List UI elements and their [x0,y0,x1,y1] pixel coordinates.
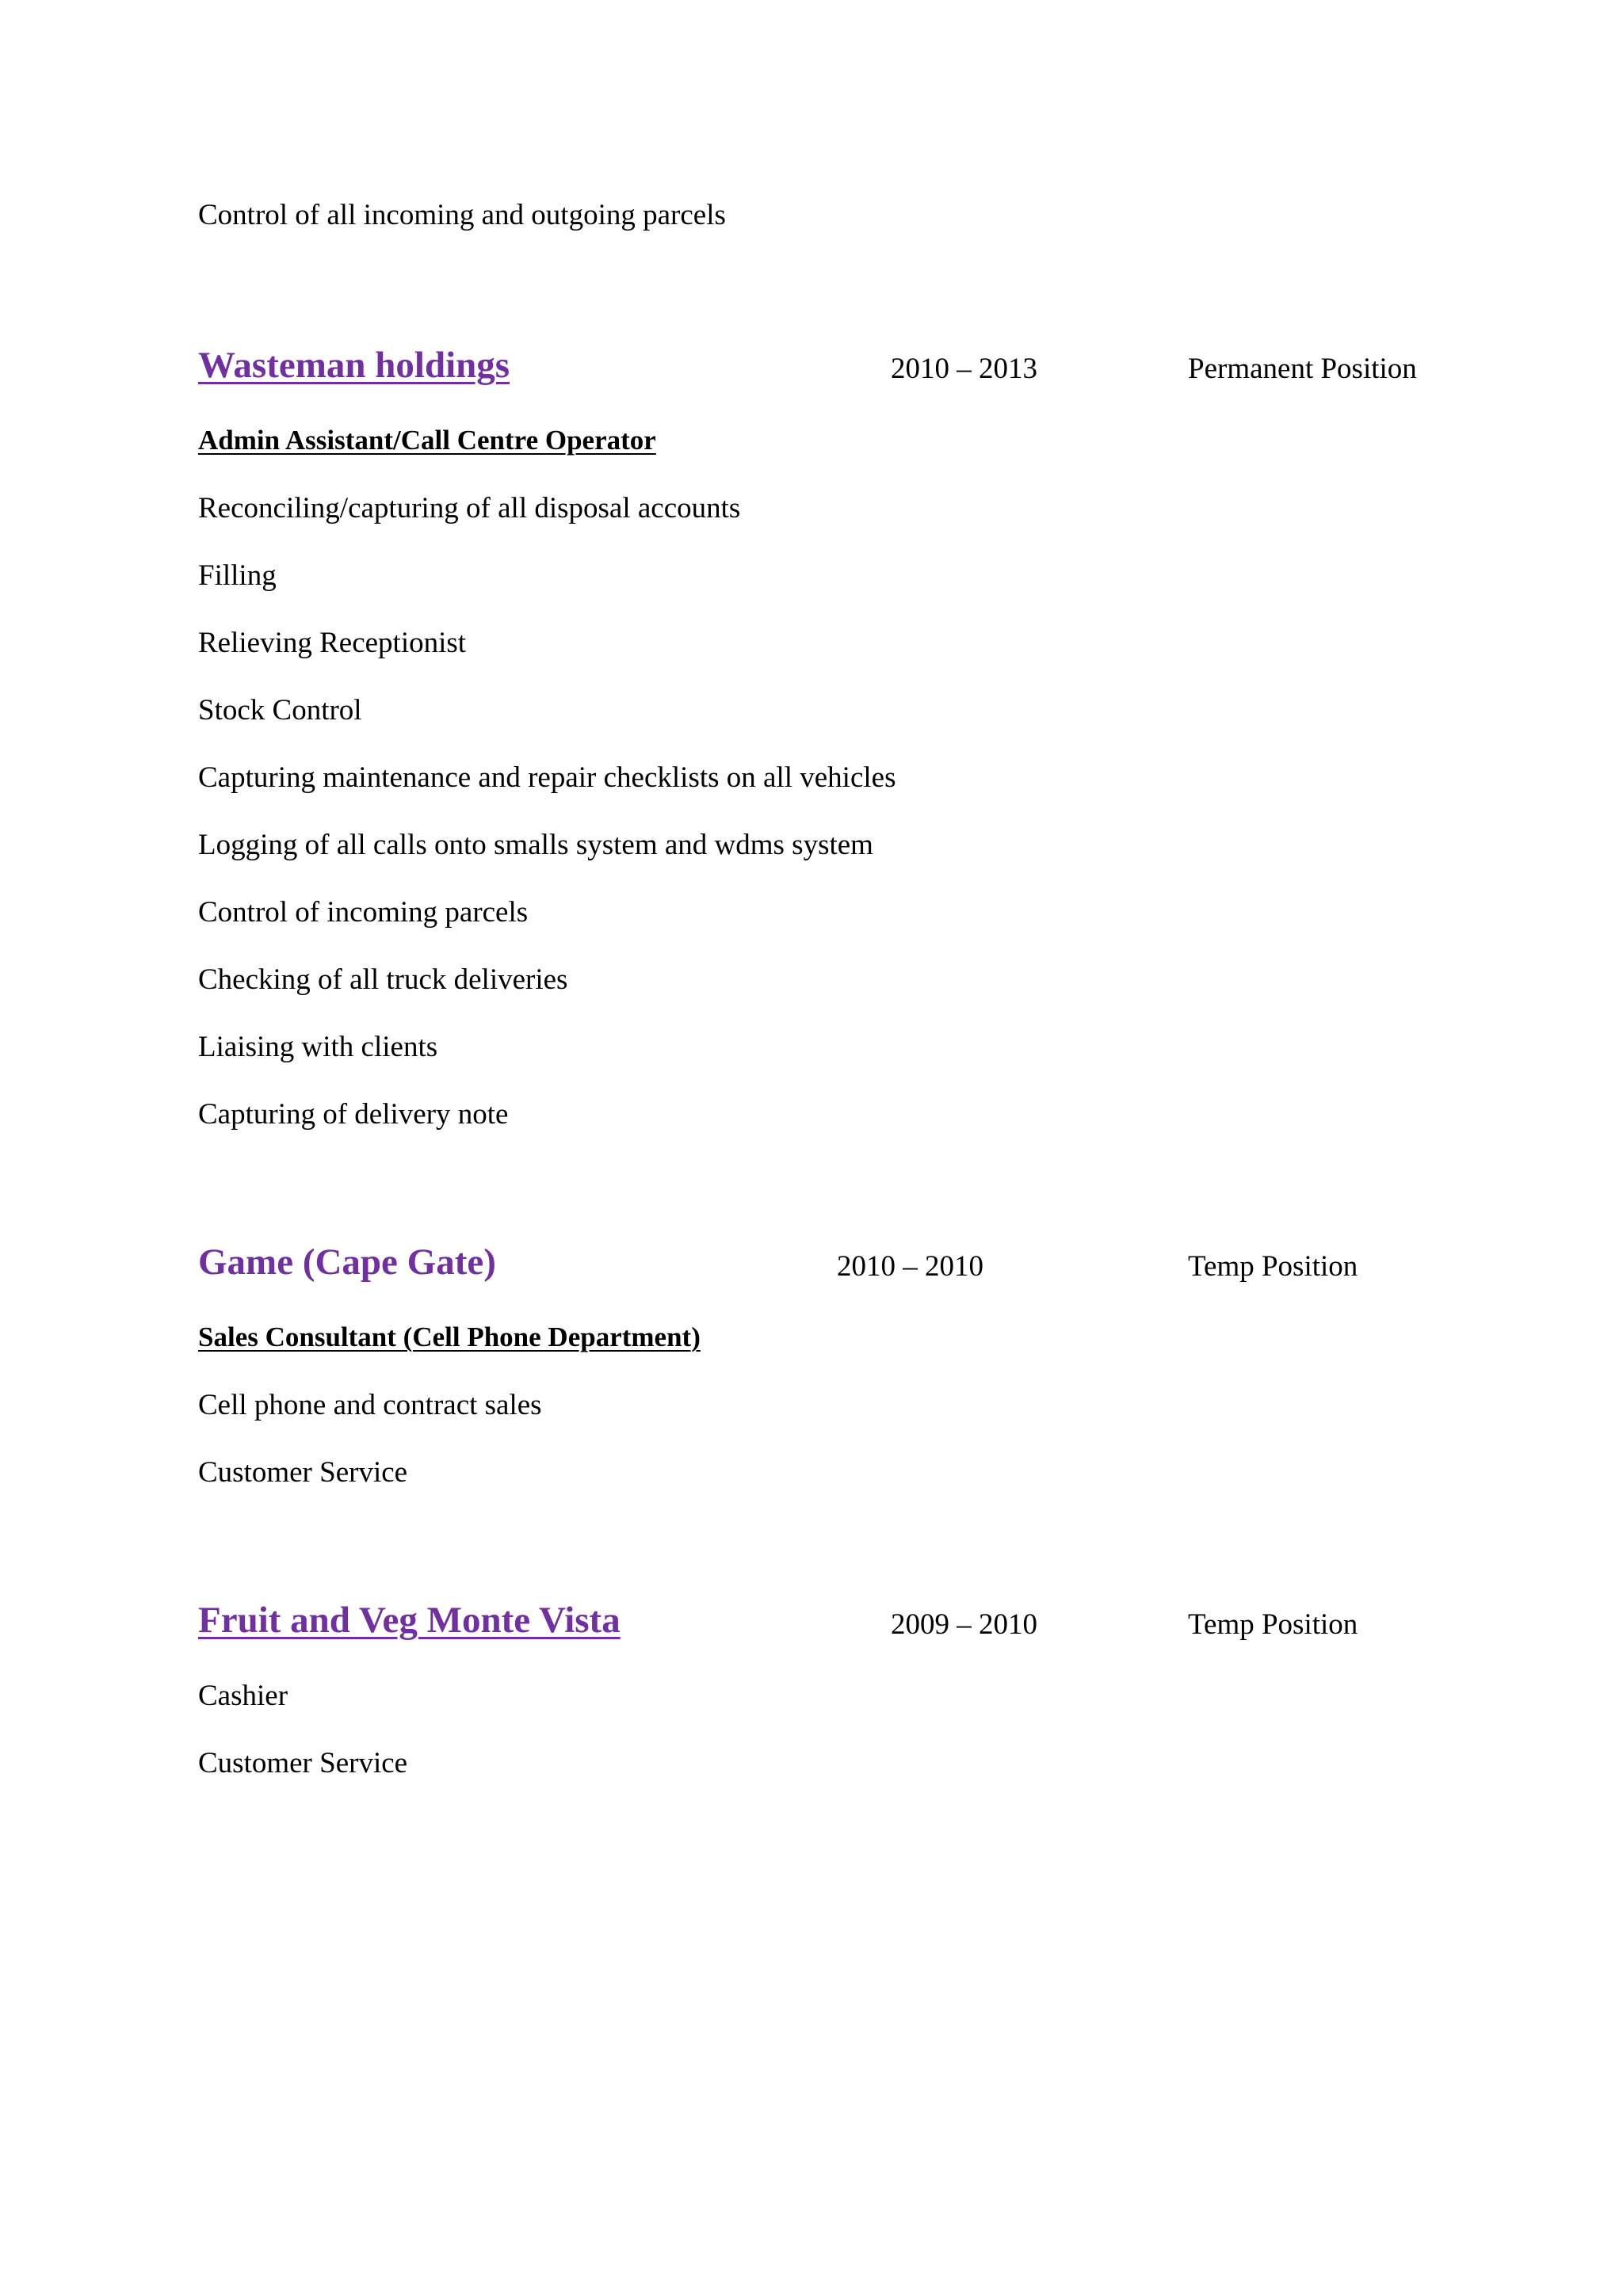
position-type: Permanent Position [1188,353,1417,385]
job-title: Sales Consultant (Cell Phone Department) [198,1322,701,1352]
employment-period: 2010 – 2010 [837,1250,983,1283]
duty-line: Capturing maintenance and repair checklists on all vehicles [198,761,896,794]
company-name: Fruit and Veg Monte Vista [198,1600,621,1641]
duty-line: Stock Control [198,694,362,727]
duty-line: Customer Service [198,1456,408,1489]
company-name: Game (Cape Gate) [198,1241,496,1283]
duty-line: Checking of all truck deliveries [198,963,568,996]
duty-line: Customer Service [198,1747,408,1779]
duty-line: Control of incoming parcels [198,896,529,929]
employment-period: 2010 – 2013 [891,353,1037,385]
duty-line: Cashier [198,1680,288,1712]
company-name: Wasteman holdings [198,345,510,386]
job-title: Admin Assistant/Call Centre Operator [198,425,656,456]
duty-line: Cell phone and contract sales [198,1389,542,1421]
duty-line: Relieving Receptionist [198,627,467,659]
duty-line: Reconciling/capturing of all disposal accounts [198,492,741,524]
duty-line: Control of all incoming and outgoing parcels [198,199,726,231]
position-type: Temp Position [1188,1250,1358,1283]
position-type: Temp Position [1188,1608,1358,1641]
duty-line: Capturing of delivery note [198,1098,509,1131]
duty-line: Filling [198,559,277,592]
duty-line: Logging of all calls onto smalls system and wdms system [198,829,873,861]
employment-period: 2009 – 2010 [891,1608,1037,1641]
duty-line: Liaising with clients [198,1031,438,1063]
